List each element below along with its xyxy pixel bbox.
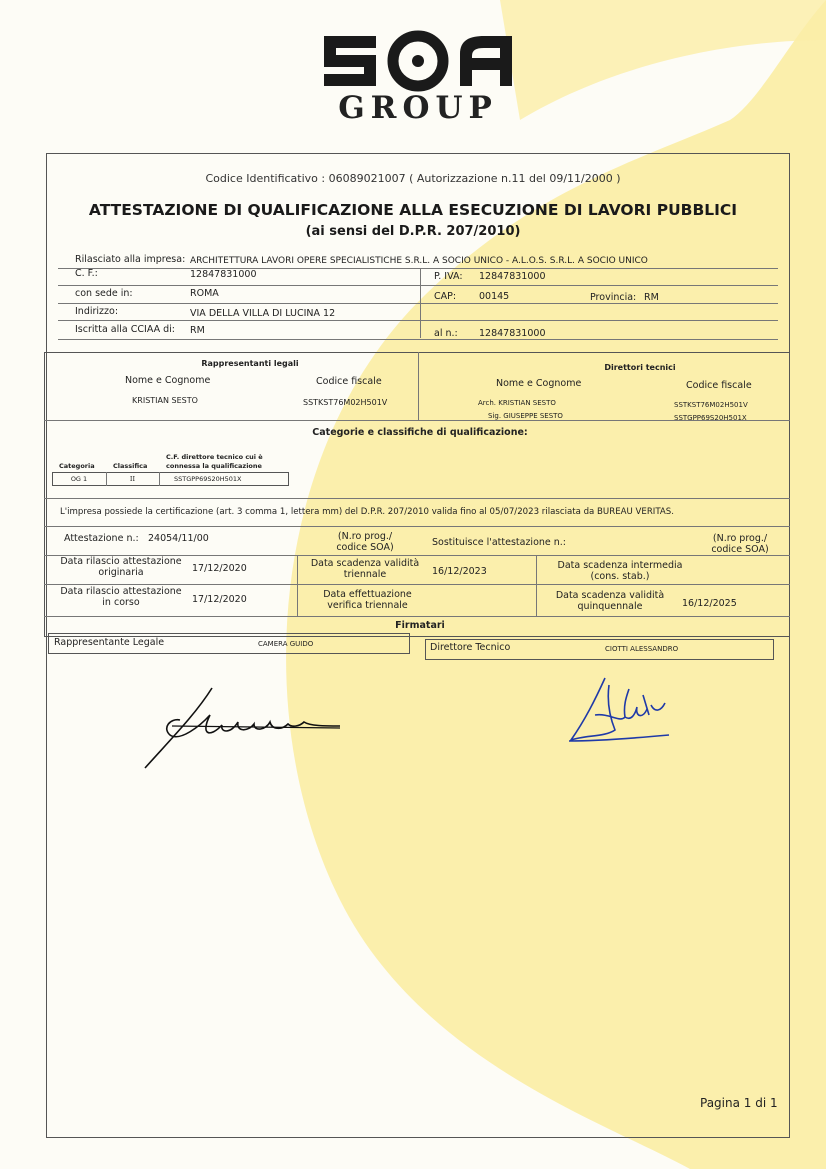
cat-col-classifica: Classifica <box>113 462 148 470</box>
tech-signatory-label: Direttore Tecnico <box>430 642 511 653</box>
attestation-number-label: Attestazione n.: <box>64 533 139 544</box>
cat-cf-value: SSTGPP69S20H501X <box>174 475 242 483</box>
legal-rep-cf: SSTKST76M02H501V <box>303 398 388 407</box>
current-label-1: Data rilascio attestazione <box>60 586 182 597</box>
current-value: 17/12/2020 <box>192 594 247 605</box>
tech-directors-col-cf: Codice fiscale <box>686 380 752 391</box>
cat-col-categoria: Categoria <box>59 462 95 470</box>
orig-value: 17/12/2020 <box>192 563 247 574</box>
tech-director-cf-1: SSTKST76M02H501V <box>674 401 748 409</box>
cciaa-value: RM <box>190 325 205 336</box>
indirizzo-label: Indirizzo: <box>75 306 119 317</box>
quinq-label-1: Data scadenza validità <box>555 590 665 601</box>
tech-directors-heading: Direttori tecnici <box>604 363 676 372</box>
cf-label: C. F.: <box>75 268 98 279</box>
aln-label: al n.: <box>434 328 458 339</box>
attestation-number-value: 24054/11/00 <box>148 533 209 544</box>
indirizzo-value: VIA DELLA VILLA DI LUCINA 12 <box>190 308 336 319</box>
cat-col-cf-2: connessa la qualificazione <box>166 462 262 470</box>
orig-label-1: Data rilascio attestazione <box>60 556 182 567</box>
legal-rep-name: KRISTIAN SESTO <box>132 396 198 405</box>
nro-prog-1b: codice SOA) <box>336 542 394 553</box>
nro-prog-2b: codice SOA) <box>711 544 769 555</box>
quinq-label-2: quinquennale <box>577 601 643 612</box>
trien-value: 16/12/2023 <box>432 566 487 577</box>
trien-label-1: Data scadenza validità <box>310 558 420 569</box>
cap-label: CAP: <box>434 291 457 302</box>
cf-value: 12847831000 <box>190 269 257 280</box>
trien-label-2: triennale <box>343 569 387 580</box>
piva-label: P. IVA: <box>434 271 463 282</box>
current-label-2: in corso <box>102 597 140 608</box>
nro-prog-2a: (N.ro prog./ <box>712 533 768 544</box>
tech-director-name-2: Sig. GIUSEPPE SESTO <box>488 412 563 420</box>
code-identifier: Codice Identificativo : 06089021007 ( Autorizzazione n.11 del 09/11/2000 ) <box>205 172 621 185</box>
cap-value: 00145 <box>479 291 510 302</box>
verif-label-1: Data effettuazione <box>323 589 412 600</box>
legal-reps-heading: Rappresentanti legali <box>201 359 299 368</box>
inter-label-1: Data scadenza intermedia <box>557 560 683 571</box>
signatories-heading: Firmatari <box>395 620 445 631</box>
inter-label-2: (cons. stab.) <box>590 571 650 582</box>
nro-prog-1a: (N.ro prog./ <box>337 531 393 542</box>
legal-signatory-value: CAMERA GUIDO <box>258 640 314 648</box>
orig-label-2: originaria <box>98 567 144 578</box>
piva-value: 12847831000 <box>479 271 546 282</box>
legal-signatory-label: Rappresentante Legale <box>54 637 165 648</box>
issued-label: Rilasciato alla impresa: <box>75 254 186 265</box>
tech-director-cf-2: SSTGPP69S20H501X <box>674 414 747 422</box>
cat-categoria-value: OG 1 <box>70 475 88 483</box>
document-subtitle: (ai sensi del D.P.R. 207/2010) <box>305 224 521 239</box>
tech-director-signature <box>565 675 675 750</box>
soa-logo <box>318 30 518 92</box>
tech-directors-col-name: Nome e Cognome <box>496 378 582 389</box>
quinq-value: 16/12/2025 <box>682 598 737 609</box>
tech-director-name-1: Arch. KRISTIAN SESTO <box>478 399 556 407</box>
verif-label-2: verifica triennale <box>327 600 408 611</box>
document-title: ATTESTAZIONE DI QUALIFICAZIONE ALLA ESECUZIONE DI LAVORI PUBBLICI <box>88 201 738 219</box>
cat-col-cf-1: C.F. direttore tecnico cui è <box>166 453 263 461</box>
legal-reps-col-cf: Codice fiscale <box>316 376 382 387</box>
categories-heading: Categorie e classifiche di qualificazione: <box>312 427 528 438</box>
provincia-value: RM <box>644 292 659 303</box>
tech-signatory-value: CIOTTI ALESSANDRO <box>605 645 679 653</box>
sede-value: ROMA <box>190 288 219 299</box>
cciaa-label: Iscritta alla CCIAA di: <box>75 324 175 335</box>
logo-group-text: GROUP <box>338 90 498 126</box>
certification-note: L'impresa possiede la certificazione (art. 3 comma 1, lettera mm) del D.P.R. 207/2010 valida fino al 05/07/2023 rilasciata da BUREAU VERITAS. <box>60 507 674 517</box>
aln-value: 12847831000 <box>479 328 546 339</box>
legal-rep-signature <box>140 680 350 775</box>
replaces-label: Sostituisce l'attestazione n.: <box>432 537 567 548</box>
provincia-label: Provincia: <box>590 292 637 303</box>
legal-reps-col-name: Nome e Cognome <box>125 375 211 386</box>
issued-value: ARCHITETTURA LAVORI OPERE SPECIALISTICHE S.R.L. A SOCIO UNICO - A.L.O.S. S.R.L. A SOCIO UNICO <box>190 256 648 266</box>
cat-classifica-value: II <box>129 475 136 483</box>
sede-label: con sede in: <box>75 288 133 299</box>
page-number: Pagina 1 di 1 <box>700 1096 778 1110</box>
